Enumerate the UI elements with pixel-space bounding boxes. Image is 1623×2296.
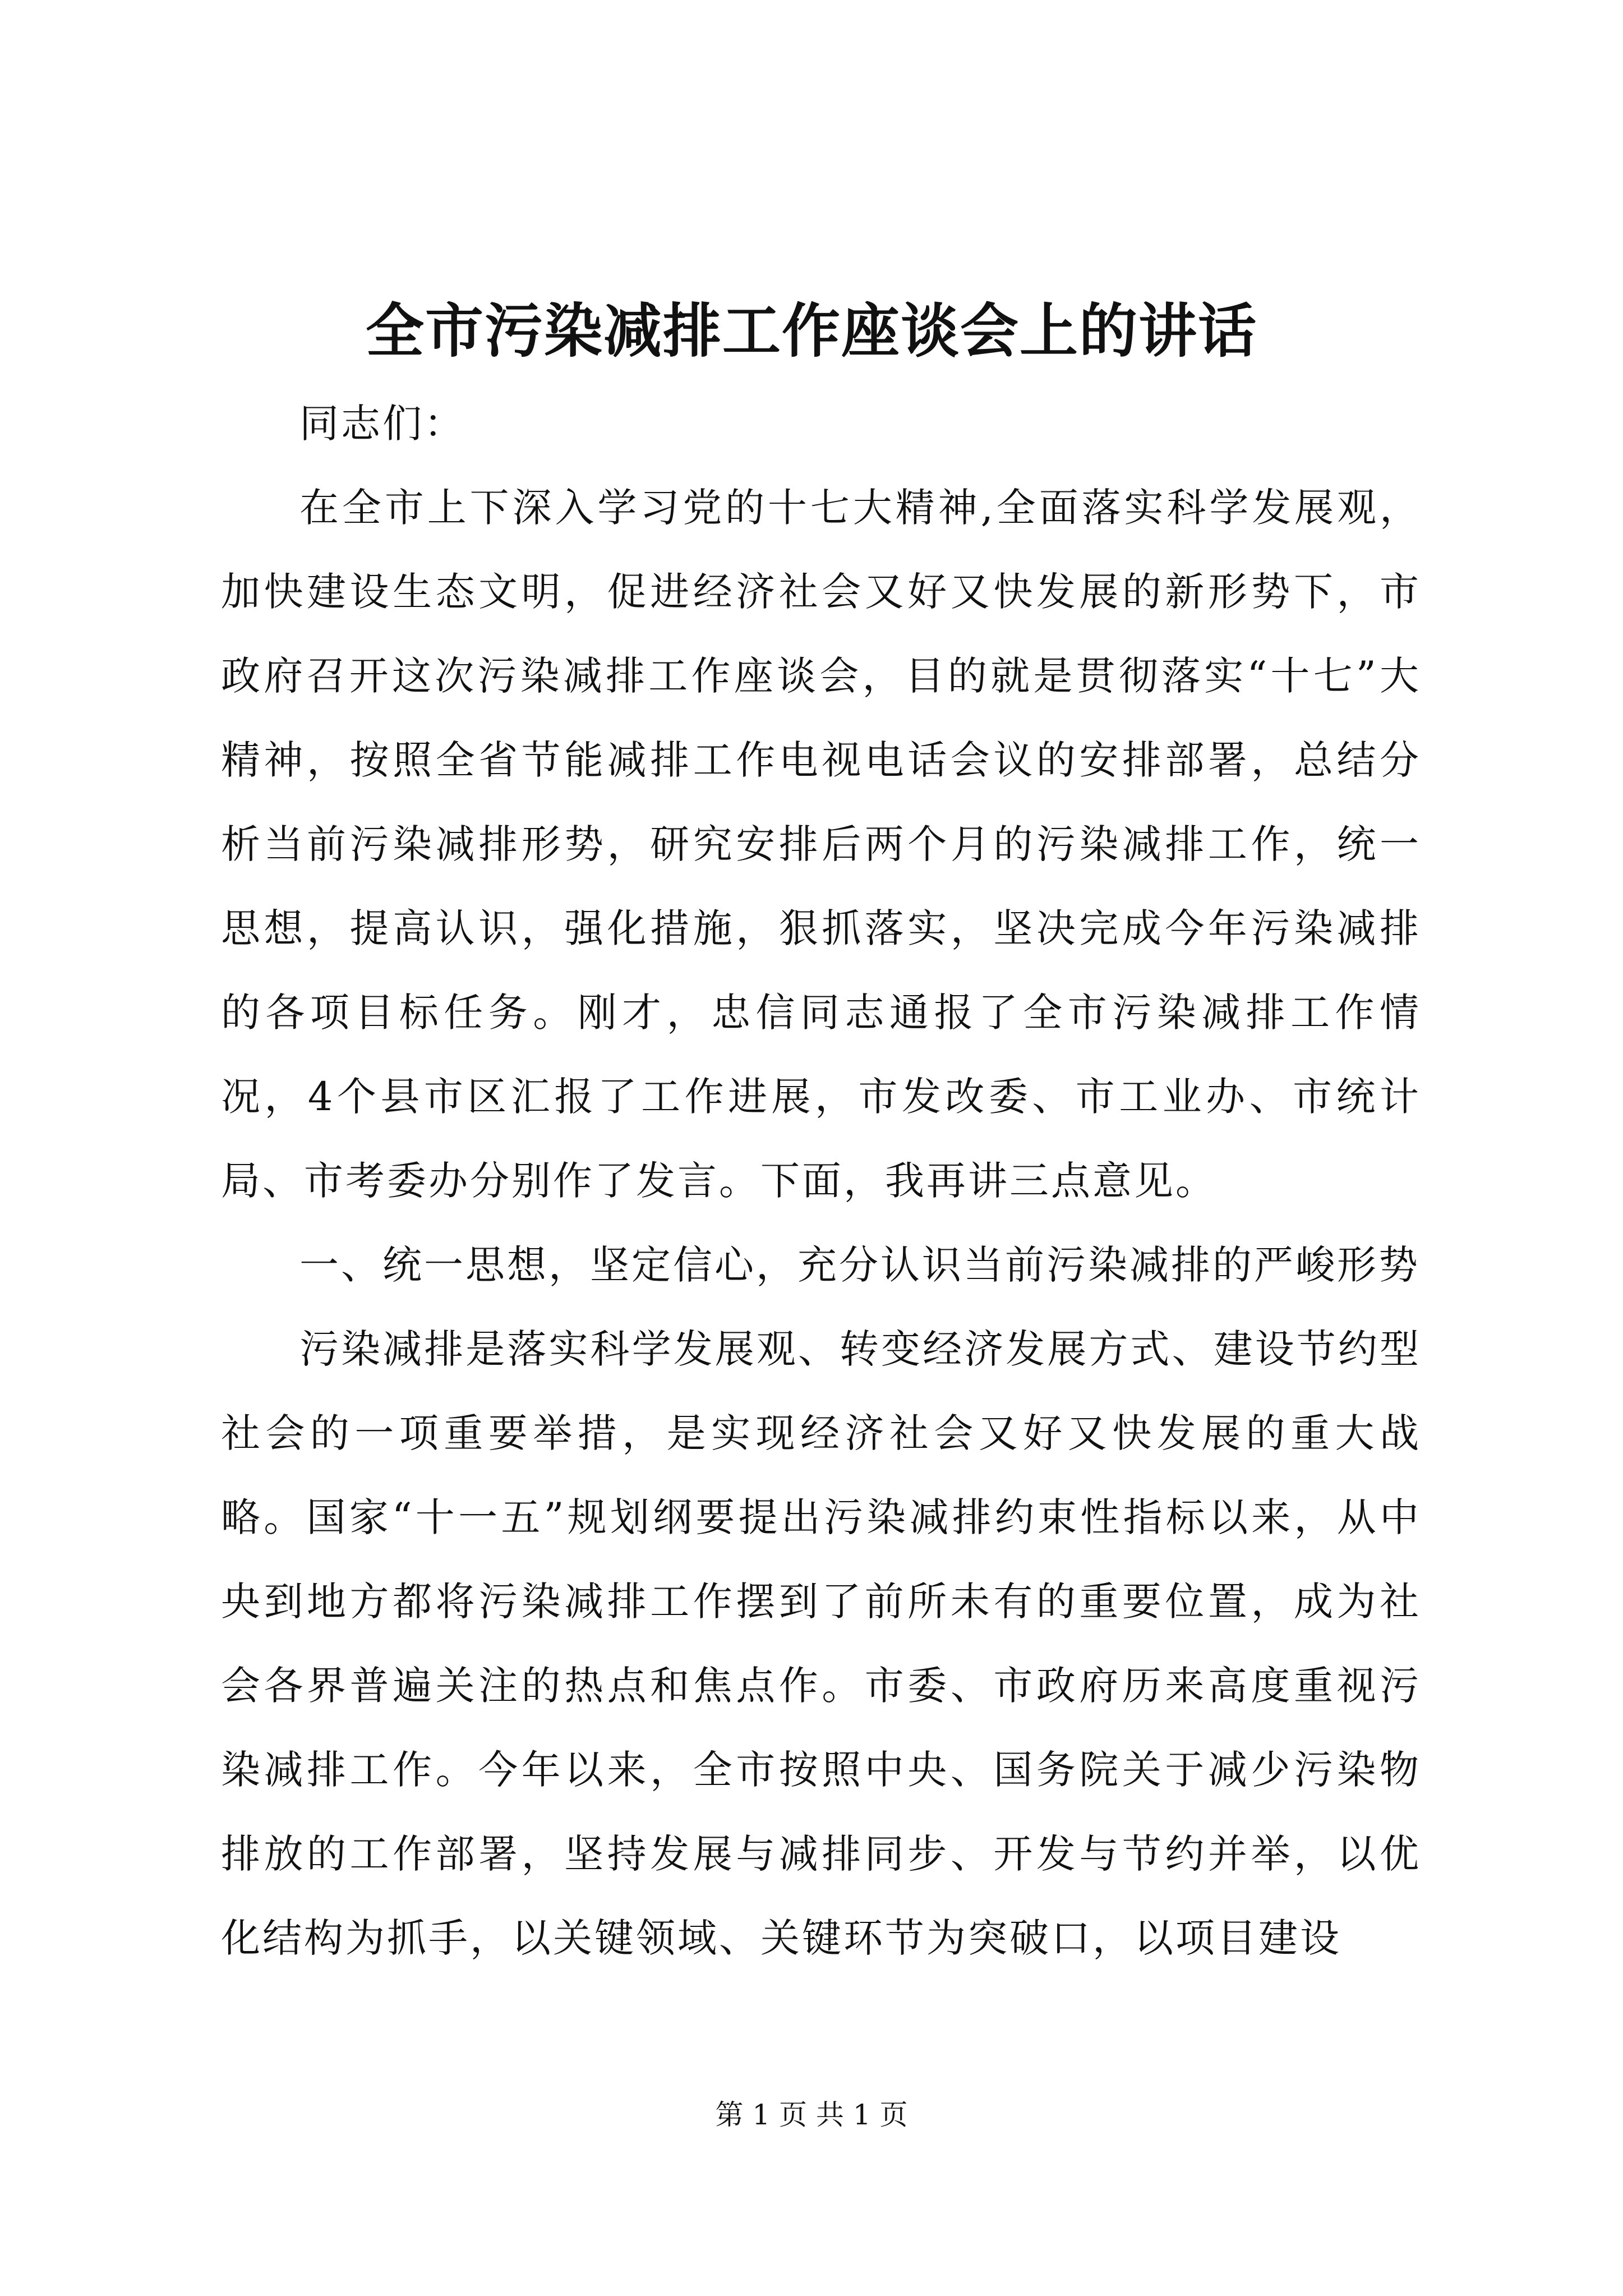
section-heading-1: 一、统一思想，坚定信心，充分认识当前污染减排的严峻形势 bbox=[299, 1242, 1420, 1288]
document-body bbox=[221, 381, 1421, 1980]
paragraph-section-1: 污染减排是落实科学发展观、转变经济发展方式、建设节约型社会的一项重要举措，是实现经济社会又好又快发展的重大战略。国家“十一五”规划纲要提出污染减排约束性指标以来，从中央到地方都将污染减排工作摆到了前所未有的重要位置，成为社会各界普遍关注的热点和焦点作。市委、市政府历来高度重视污染减排工作。今年以来，全市按照中央、国务院关于减少污染物排放的工作部署，坚持发展与减排同步、开发与节约并举，以优化结构为抓手，以关键领域、关键环节为突破口，以项目建设 bbox=[221, 1326, 1421, 1961]
page-footer: 第 1 页 共 1 页 bbox=[715, 2099, 908, 2131]
salutation: 同志们： bbox=[299, 401, 465, 447]
paragraph-intro: 在全市上下深入学习党的十七大精神,全面落实科学发展观，加快建设生态文明，促进经济社会又好又快发展的新形势下，市政府召开这次污染减排工作座谈会，目的就是贯彻落实“十七”大精神，按照全省节能减排工作电视电话会议的安排部署，总结分析当前污染减排形势，研究安排后两个月的污染减排工作，统一思想，提高认识，强化措施，狠抓落实，坚决完成今年污染减排的各项目标任务。刚才，忠信同志通报了全市污染减排工作情况，4个县市区汇报了工作进展，市发改委、市工业办、市统计局、市考委办分别作了发言。下面，我再讲三点意见。 bbox=[221, 485, 1421, 1204]
document-title: 全市污染减排工作座谈会上的讲话 bbox=[365, 296, 1257, 365]
